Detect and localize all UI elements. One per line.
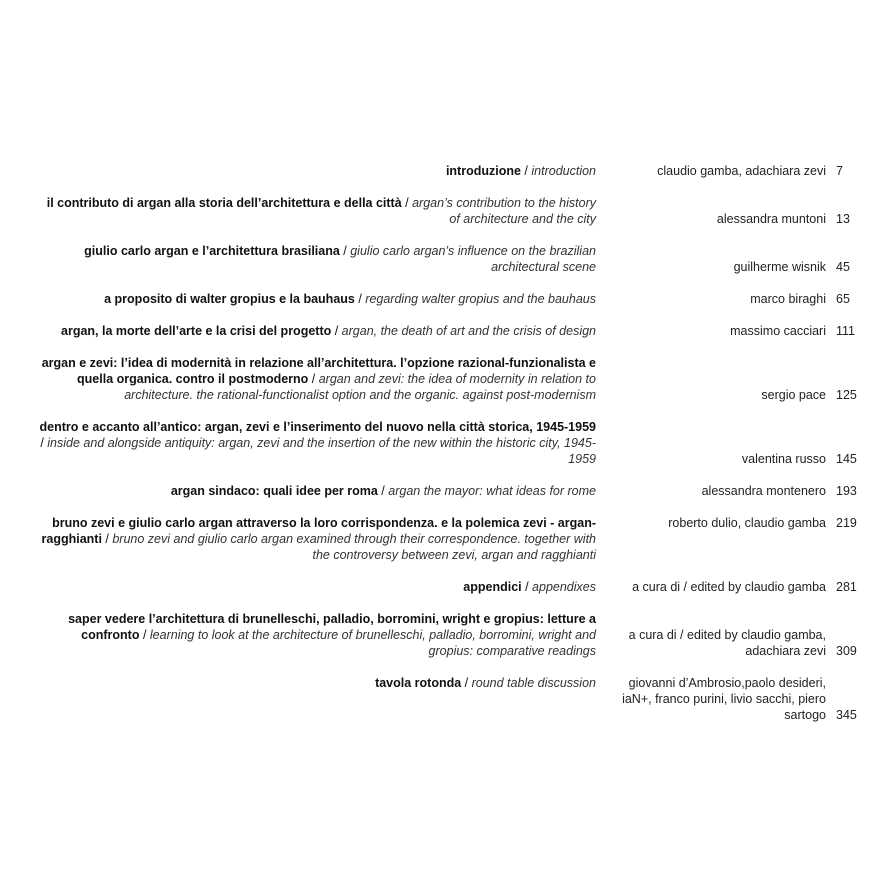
entry-author: alessandra muntoni: [716, 212, 826, 226]
entry-page-number: 345: [836, 708, 857, 722]
title-english: appendixes: [532, 580, 596, 594]
title-english: regarding walter gropius and the bauhaus: [365, 292, 596, 306]
toc-entry-corrispondenza: [0, 515, 896, 563]
entry-author: roberto dulio, claudio gamba: [668, 516, 826, 530]
entry-title: [36, 163, 596, 179]
entry-page-number: 145: [836, 452, 857, 466]
entry-author: valentina russo: [741, 452, 826, 466]
toc-entry-tavola-rotonda: [0, 675, 896, 723]
entry-page-number: 125: [836, 388, 857, 402]
title-english: bruno zevi and giulio carlo argan examined through their correspondence. together with the controversy between zevi, argan and ragghianti: [112, 532, 596, 562]
entry-author: alessandra montenero: [701, 484, 826, 498]
title-italian: bruno zevi e giulio carlo argan attraverso la loro corrispondenza. e la polemica zevi - argan-ragghianti: [41, 516, 596, 546]
toc-entry-brasiliana: [0, 243, 896, 275]
entry-title: [36, 419, 596, 467]
title-english: inside and alongside antiquity: argan, zevi and the insertion of the new within the historic city, 1945-1959: [47, 436, 596, 466]
title-italian: il contributo di argan alla storia dell’architettura e della città: [46, 196, 402, 210]
title-separator: /: [331, 324, 342, 338]
title-english: argan’s contribution to the history of architecture and the city: [412, 196, 596, 226]
title-english: giulio carlo argan’s influence on the brazilian architectural scene: [350, 244, 596, 274]
entry-author: marco biraghi: [750, 292, 826, 306]
title-english: argan, the death of art and the crisis of design: [341, 324, 596, 338]
title-separator: /: [401, 196, 413, 210]
toc-entry-antico: [0, 419, 896, 467]
entry-title: [36, 611, 596, 659]
title-english: argan the mayor: what ideas for rome: [388, 484, 596, 498]
entry-page-number: 219: [836, 516, 857, 530]
title-italian: argan sindaco: quali idee per roma: [170, 484, 378, 498]
entry-page-number: 7: [836, 164, 843, 178]
title-italian: tavola rotonda: [375, 676, 462, 690]
entry-author: claudio gamba, adachiara zevi: [657, 164, 826, 178]
title-separator: /: [308, 372, 319, 386]
title-italian: a proposito di walter gropius e la bauhaus: [104, 292, 355, 306]
entry-page-number: 45: [836, 260, 850, 274]
title-italian: argan e zevi: l’idea di modernità in relazione all’architettura. l’opzione razional-funzionalista e quella organica. contro il postmoderno: [41, 356, 596, 386]
toc-entry-contributo: [0, 195, 896, 227]
title-italian: appendici: [463, 580, 522, 594]
toc-entry-appendici: [0, 579, 896, 595]
title-italian: argan, la morte dell’arte e la crisi del progetto: [61, 324, 332, 338]
toc-entry-morte-arte: [0, 323, 896, 339]
title-separator: /: [354, 292, 366, 306]
entry-title: [36, 355, 596, 403]
entry-author: a cura di / edited by claudio gamba: [632, 580, 826, 594]
entry-title: [36, 243, 596, 275]
title-separator: /: [377, 484, 389, 498]
entry-title: [36, 323, 596, 339]
entry-title: [36, 515, 596, 563]
entry-title: [36, 579, 596, 595]
toc-entry-gropius: [0, 291, 896, 307]
title-english: learning to look at the architecture of brunelleschi, palladio, borromini, wright and gropius: comparative readings: [149, 628, 596, 658]
entry-title: [36, 195, 596, 227]
entry-author: giovanni d’Ambrosio,paolo desideri, iaN+, franco purini, livio sacchi, piero sartogo: [622, 676, 826, 722]
entry-page-number: 13: [836, 212, 850, 226]
entry-author: a cura di / edited by claudio gamba, adachiara zevi: [628, 628, 826, 658]
entry-title: [36, 483, 596, 499]
title-english: argan and zevi: the idea of modernity in relation to architecture. the rational-functionalist option and the organic. against post-modernism: [124, 372, 596, 402]
entry-page-number: 193: [836, 484, 857, 498]
entry-page-number: 111: [836, 324, 856, 338]
title-separator: /: [520, 164, 532, 178]
toc-entry-sindaco: [0, 483, 896, 499]
entry-author: sergio pace: [761, 388, 826, 402]
title-separator: /: [339, 244, 351, 258]
entry-author: massimo cacciari: [730, 324, 826, 338]
title-italian: dentro e accanto all’antico: argan, zevi e l’inserimento del nuovo nella città storica, 1945-1959: [39, 420, 596, 434]
title-english: round table discussion: [471, 676, 596, 690]
table-of-contents: [0, 163, 896, 739]
toc-entry-modernita: [0, 355, 896, 403]
toc-entry-introduzione: [0, 163, 896, 179]
title-separator: /: [139, 628, 150, 642]
title-italian: saper vedere l’architettura di brunelleschi, palladio, borromini, wright e gropius: letture a confronto: [68, 612, 596, 642]
toc-entry-saper-vedere: [0, 611, 896, 659]
entry-title: [36, 675, 596, 691]
title-italian: giulio carlo argan e l’architettura brasiliana: [84, 244, 340, 258]
entry-title: [36, 291, 596, 307]
entry-page-number: 281: [836, 580, 857, 594]
title-separator: /: [40, 436, 48, 450]
title-english: introduction: [531, 164, 596, 178]
entry-page-number: 65: [836, 292, 850, 306]
title-separator: /: [521, 580, 533, 594]
title-italian: introduzione: [445, 164, 521, 178]
title-separator: /: [461, 676, 472, 690]
entry-page-number: 309: [836, 644, 857, 658]
entry-author: guilherme wisnik: [733, 260, 826, 274]
title-separator: /: [101, 532, 113, 546]
